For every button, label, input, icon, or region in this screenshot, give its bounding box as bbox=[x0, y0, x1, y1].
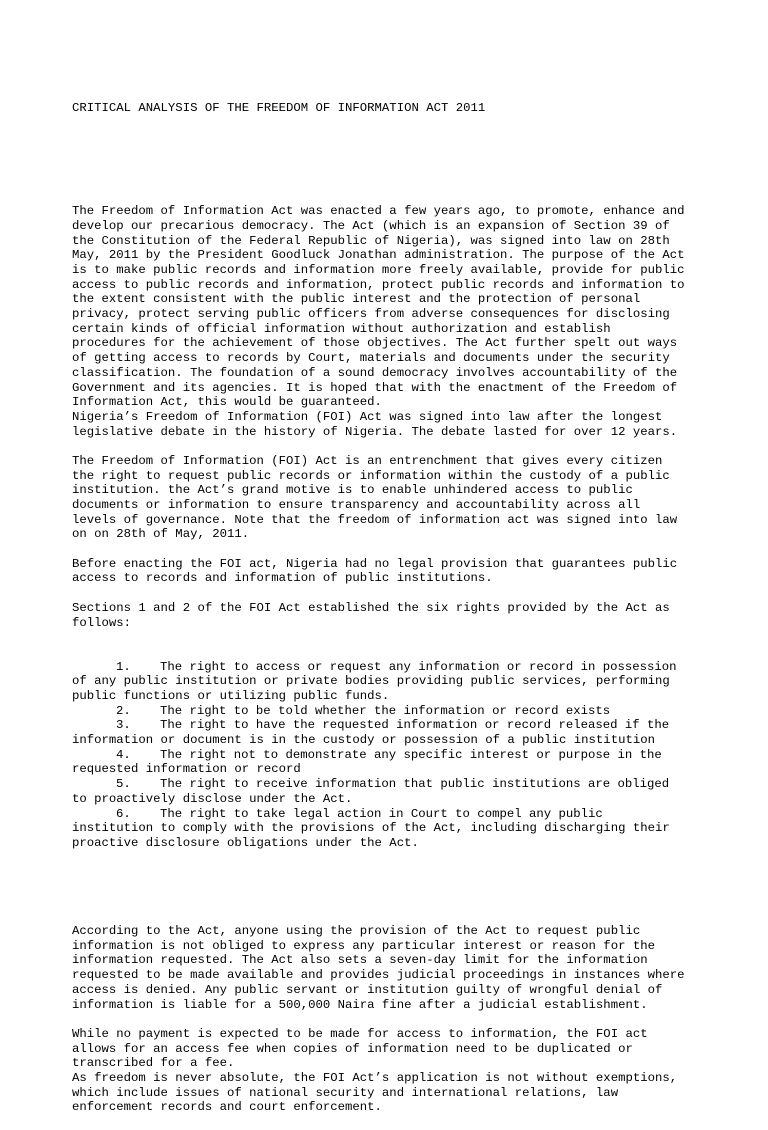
paragraph-line: access to records and information of public institutions. bbox=[72, 571, 493, 586]
paragraph-line: May, 2011 by the President Goodluck Jonathan administration. The purpose of the Act bbox=[72, 248, 685, 263]
rights-list-item bbox=[72, 704, 712, 719]
list-number: 2. bbox=[116, 703, 131, 718]
paragraph-line: the extent consistent with the public interest and the protection of personal bbox=[72, 292, 641, 307]
paragraph-line: is to make public records and information more freely available, provide for public bbox=[72, 263, 685, 278]
paragraph-line: The Freedom of Information (FOI) Act is an entrenchment that gives every citizen bbox=[72, 453, 663, 468]
list-item-continuation: of any public institution or private bodies providing public services, performing bbox=[72, 674, 670, 689]
paragraph-line: levels of governance. Note that the freedom of information act was signed into law bbox=[72, 512, 678, 527]
paragraph-line: Nigeria’s Freedom of Information (FOI) Act was signed into law after the longest bbox=[72, 409, 663, 424]
paragraph-line: As freedom is never absolute, the FOI Act’s application is not without exemptions, bbox=[72, 1070, 678, 1085]
paragraph bbox=[72, 924, 712, 1012]
paragraph-line: access is denied. Any public servant or institution guilty of wrongful denial of bbox=[72, 982, 663, 997]
paragraph-line: the Constitution of the Federal Republic of Nigeria), was signed into law on 28th bbox=[72, 233, 670, 248]
rights-item-first-line bbox=[72, 704, 712, 719]
paragraph-line: procedures for the achievement of those objectives. The Act further spelt out ways bbox=[72, 336, 678, 351]
rights-list bbox=[72, 660, 712, 851]
paragraph-line: information requested. The Act also sets a seven-day limit for the information bbox=[72, 953, 648, 968]
rights-list-item bbox=[72, 660, 712, 704]
paragraph bbox=[72, 1027, 712, 1115]
document-title: CRITICAL ANALYSIS OF THE FREEDOM OF INFORMATION ACT 2011 bbox=[72, 101, 486, 116]
list-item-text: The right to take legal action in Court to compel any public bbox=[160, 806, 603, 821]
paragraph-line: enforcement records and court enforcement. bbox=[72, 1100, 382, 1115]
rights-item-first-line bbox=[72, 718, 712, 733]
paragraph-line: classification. The foundation of a sound democracy involves accountability of the bbox=[72, 365, 678, 380]
paragraph-line: follows: bbox=[72, 615, 132, 630]
paragraph-line: Government and its agencies. It is hoped that with the enactment of the Freedom of bbox=[72, 380, 678, 395]
spacer bbox=[72, 880, 712, 895]
rights-item-first-line bbox=[72, 660, 712, 675]
list-item-text: The right to have the requested information or record released if the bbox=[160, 718, 670, 733]
paragraph-line: access to public records and information, protect public records and information to bbox=[72, 277, 685, 292]
list-number: 5. bbox=[116, 777, 131, 792]
list-item-text: The right not to demonstrate any specific interest or purpose in the bbox=[160, 747, 662, 762]
rights-item-first-line bbox=[72, 777, 712, 792]
spacer bbox=[72, 586, 712, 601]
paragraph-line: institution. the Act’s grand motive is to enable unhindered access to public bbox=[72, 483, 633, 498]
paragraph bbox=[72, 204, 712, 439]
rights-item-first-line bbox=[72, 807, 712, 822]
paragraph-line: certain kinds of official information without authorization and establish bbox=[72, 321, 611, 336]
paragraph-line: the right to request public records or information within the custody of a public bbox=[72, 468, 670, 483]
paragraph-line: of getting access to records by Court, materials and documents under the security bbox=[72, 351, 670, 366]
paragraph-line: on on 28th of May, 2011. bbox=[72, 527, 250, 542]
paragraph bbox=[72, 557, 712, 586]
paragraph-line: transcribed for a fee. bbox=[72, 1056, 235, 1071]
paragraph bbox=[72, 601, 712, 630]
list-item-continuation: proactive disclosure obligations under the Act. bbox=[72, 835, 419, 850]
closing-paragraphs bbox=[72, 924, 712, 1115]
list-item-continuation: public functions or utilizing public funds. bbox=[72, 689, 390, 704]
paragraph-line: which include issues of national security and international relations, law bbox=[72, 1085, 619, 1100]
paragraph-line: Before enacting the FOI act, Nigeria had no legal provision that guarantees public bbox=[72, 556, 678, 571]
paragraph-line: privacy, protect serving public officers from adverse consequences for disclosing bbox=[72, 307, 670, 322]
spacer bbox=[72, 1012, 712, 1027]
spacer bbox=[72, 542, 712, 557]
paragraph-line: documents or information to ensure transparency and accountability across all bbox=[72, 498, 641, 513]
list-item-text: The right to receive information that public institutions are obliged bbox=[160, 777, 670, 792]
paragraph-line: Information Act, this would be guaranteed. bbox=[72, 395, 382, 410]
rights-list-item bbox=[72, 807, 712, 851]
paragraph-line: While no payment is expected to be made for access to information, the FOI act bbox=[72, 1026, 648, 1041]
paragraph-line: information is liable for a 500,000 Naira fine after a judicial establishment. bbox=[72, 997, 648, 1012]
rights-list-item bbox=[72, 777, 712, 806]
paragraph-line: requested to be made available and provides judicial proceedings in instances where bbox=[72, 968, 685, 983]
list-item-text: The right to access or request any information or record in possession bbox=[160, 659, 677, 674]
list-item-continuation: institution to comply with the provisions of the Act, including discharging their bbox=[72, 821, 670, 836]
list-number: 1. bbox=[116, 659, 131, 674]
paragraph bbox=[72, 454, 712, 542]
document-page bbox=[72, 72, 712, 1130]
list-item-continuation: requested information or record bbox=[72, 762, 301, 777]
list-number: 3. bbox=[116, 718, 131, 733]
list-item-text: The right to be told whether the information or record exists bbox=[160, 703, 611, 718]
spacer bbox=[72, 439, 712, 454]
intro-paragraphs bbox=[72, 204, 712, 630]
paragraph-line: legislative debate in the history of Nigeria. The debate lasted for over 12 years. bbox=[72, 424, 678, 439]
rights-list-item bbox=[72, 748, 712, 777]
paragraph-line: The Freedom of Information Act was enacted a few years ago, to promote, enhance and bbox=[72, 204, 685, 219]
paragraph-line: allows for an access fee when copies of information need to be duplicated or bbox=[72, 1041, 633, 1056]
paragraph-line: information is not obliged to express any particular interest or reason for the bbox=[72, 938, 655, 953]
list-item-continuation: information or document is in the custody or possession of a public institution bbox=[72, 733, 655, 748]
paragraph-line: develop our precarious democracy. The Act (which is an expansion of Section 39 of bbox=[72, 218, 670, 233]
paragraph-line: According to the Act, anyone using the provision of the Act to request public bbox=[72, 924, 641, 939]
list-number: 4. bbox=[116, 747, 131, 762]
list-item-continuation: to proactively disclose under the Act. bbox=[72, 791, 353, 806]
list-number: 6. bbox=[116, 806, 131, 821]
paragraph-line: Sections 1 and 2 of the FOI Act established the six rights provided by the Act as bbox=[72, 600, 670, 615]
rights-item-first-line bbox=[72, 748, 712, 763]
spacer bbox=[72, 146, 712, 161]
rights-list-item bbox=[72, 718, 712, 747]
